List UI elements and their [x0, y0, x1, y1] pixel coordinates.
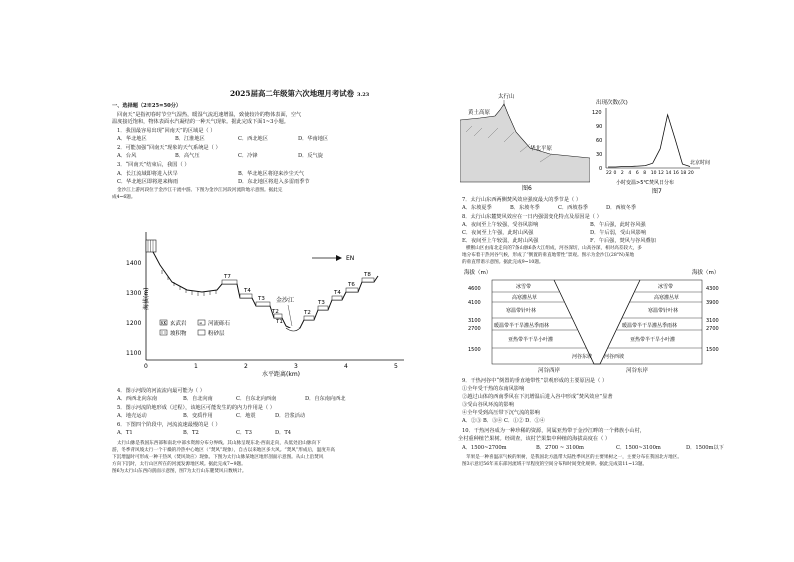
fig7-x-tick: 8 — [643, 171, 647, 176]
colluvium-marks — [162, 270, 216, 296]
x-tick: 4 — [344, 363, 348, 370]
fig7-caption: 图7 — [652, 188, 662, 194]
x-tick: 3 — [294, 363, 298, 370]
passage2-line-1: 金沙江上游河段位于金沙江干流中游。下图为金沙江河段河流阶地示意图。据此完 — [117, 188, 283, 193]
svg-text:高寒灌丛草: 高寒灌丛草 — [512, 295, 538, 301]
y-tick: 1100 — [126, 350, 142, 357]
q8-opt-a[interactable]: A．夜间至上午较强，受谷风影响 — [462, 222, 539, 228]
x-axis-label: 水平距离(km) — [262, 371, 301, 378]
passage3-note: 图6为太行山东西向剖面示意图，图7为太行山东麓焚风日数统计。 — [112, 469, 247, 474]
svg-text:60: 60 — [596, 138, 603, 144]
fig7-x-ticks — [606, 170, 694, 176]
q8-opt-d[interactable]: D．午后弱，受山风影响 — [590, 230, 647, 236]
svg-text:0: 0 — [599, 166, 603, 172]
q4-opt-d[interactable]: D．自东南向西北 — [305, 396, 346, 402]
section-heading: 一、选择题（2※25=50分） — [112, 103, 182, 109]
legend — [160, 319, 231, 337]
y-tick: 1200 — [126, 320, 142, 327]
exam-title: 2025届高二年级第六次地理月考试卷 3.23 — [230, 89, 370, 98]
svg-text:∞: ∞ — [199, 320, 203, 326]
fig7-x-tick: 22 — [606, 171, 612, 176]
x-tick: 1 — [194, 363, 198, 370]
q6-stem: 6．下图四个阶段中，河流流速最慢的是（ ） — [117, 422, 221, 428]
q9-choices[interactable]: A．②③ B．③④ C．①② D．①④ — [462, 418, 545, 424]
fig6-cross-section — [460, 92, 590, 192]
fig6-plain-label: 华北平原 — [530, 146, 553, 152]
vegetation-belt-figure — [462, 268, 732, 376]
fig7-x-tick: 18 — [680, 171, 687, 176]
x-tick: 2 — [244, 363, 248, 370]
passage3-line-2: 游，冬季背风坡太行一个干燥的冷热中心地区（“焚风”现象），自古以来地区多大风。“焚风”形成后，温度升高 — [112, 448, 336, 453]
svg-text:T2: T2 — [272, 309, 279, 315]
svg-text:河谷东坡: 河谷东坡 — [572, 354, 593, 360]
direction-label: EN — [346, 255, 355, 262]
passage4-line-2: 地分布着干热河谷气候，形成了“倒置的垂直地带性”景观。图示为金沙江(28°N)某地 — [462, 253, 635, 258]
veg-right-ticks — [706, 286, 719, 353]
q1-opt-a[interactable]: A．华北地区 — [117, 136, 147, 142]
q1-stem: 1．我国最容易出现“回南天”的区域是（ ） — [117, 128, 216, 134]
q5-opt-b[interactable]: B．变质作用 — [183, 413, 213, 419]
q1-opt-b[interactable]: B．江淮地区 — [175, 136, 205, 142]
veg-right-axis: 海拔（m） — [692, 270, 720, 276]
q10-stem-2: 全村重种植芒果树。经调查，该村芒果集中种植的海拔高度在（ ） — [458, 436, 611, 442]
veg-right-bottom: 河谷东岸 — [626, 368, 649, 374]
q10-stem: 10．干热河谷成为一种珍稀的资源，同属亚热带于金沙江畔的一个彝族小山村， — [462, 428, 645, 434]
basalt-cap — [146, 240, 156, 252]
x-ticks — [144, 363, 398, 370]
q5-opt-c[interactable]: C．地震 — [236, 413, 256, 419]
passage5-line-2: 图3示意近56年来东部河流域干旱程度的空间分布和时间变化规律。据此完成第11~13题。 — [462, 462, 648, 467]
svg-text:120: 120 — [592, 110, 602, 116]
fig7-x-tick: 16 — [673, 171, 679, 176]
svg-text:T6: T6 — [348, 282, 355, 288]
svg-text:4100: 4100 — [468, 300, 481, 306]
q3-opt-c[interactable]: C．华北地区即将迎来梅雨 — [117, 179, 179, 185]
q10-opt-b[interactable]: B．2700 ~ 3100m — [536, 445, 584, 451]
terrace-profile-figure — [112, 210, 412, 388]
svg-text:T4: T4 — [334, 290, 341, 296]
q4-stem: 4．图示河段的河流流向最可能为（ ） — [117, 388, 205, 394]
q3-opt-d[interactable]: D．东北地区将进入多雷雨季节 — [238, 179, 310, 185]
veg-left-ticks — [468, 286, 481, 353]
x-tick: 0 — [144, 363, 148, 370]
fig6-plateau-label: 黄土高原 — [468, 110, 491, 116]
terrain-profile-line — [146, 246, 378, 330]
y-ticks — [126, 260, 141, 357]
fig7-x-tick: 6 — [635, 171, 639, 176]
q6-opt-c[interactable]: C．T3 — [236, 430, 252, 436]
q2-opt-a[interactable]: A．台风 — [117, 153, 137, 159]
fig7-title: 出现次数(次) — [596, 100, 628, 106]
passage3-line-4: 方向下沉时，太行山区所在的河流发源地区域。据此完成7~9题。 — [112, 462, 246, 467]
q7-opt-c[interactable]: C．西坡春季 — [558, 205, 588, 211]
svg-text:暖温带半干旱灌丛季雨林: 暖温带半干旱灌丛季雨林 — [622, 323, 678, 329]
right-belt-labels — [604, 283, 679, 360]
q9-opt-2: ②越过山体的西南季风在下沉增温后进入谷中形成“焚风效应”显著 — [462, 394, 613, 400]
q8-opt-b[interactable]: B．午后强，此时谷风强 — [590, 222, 646, 228]
fig7-x-tick: 14 — [665, 171, 672, 176]
q5-opt-d[interactable]: D．岩浆活动 — [275, 413, 306, 419]
svg-text:3900: 3900 — [706, 300, 719, 306]
svg-text:冰雪带: 冰雪带 — [516, 284, 532, 290]
legend-silt: 粉砂层 — [208, 331, 225, 337]
svg-text:4600: 4600 — [468, 286, 481, 292]
svg-text:寒温带针叶林: 寒温带针叶林 — [648, 308, 679, 314]
q4-opt-a[interactable]: A．西西北向东南 — [117, 396, 158, 402]
q6-opt-b[interactable]: B．T2 — [183, 430, 199, 436]
q5-stem: 5．图示河流阶地形成（过程），该地区可能发生的的内力作用是（ ） — [117, 405, 275, 411]
svg-text:T3: T3 — [318, 300, 325, 306]
q8-opt-e[interactable]: E．夜间至上午较弱，此时山风强 — [462, 238, 539, 244]
fig7-subtitle: 小时变温>5℃焚风日分布 — [616, 180, 674, 186]
y-tick: 1300 — [126, 290, 142, 297]
svg-text:T1: T1 — [276, 319, 283, 325]
legend-basalt: 玄武岩 — [170, 321, 187, 327]
fig7-x-tick: 10 — [650, 171, 657, 176]
q7-opt-a[interactable]: A．东坡夏季 — [462, 205, 492, 211]
svg-text:3100: 3100 — [468, 318, 481, 324]
river-label: 金沙江 — [276, 297, 295, 304]
passage4-line-3: 的垂直带谱示意图。据此完成9~10题。 — [462, 260, 544, 265]
q8-stem: 8．太行山东麓焚风效应在一日内强弱变化特点及原因是（ ） — [462, 214, 602, 220]
svg-text:2700: 2700 — [706, 326, 719, 332]
svg-text:1500: 1500 — [468, 347, 481, 353]
q1-opt-c[interactable]: C．西北地区 — [238, 136, 268, 142]
q2-opt-c[interactable]: C．冷锋 — [238, 153, 258, 159]
svg-text:3100: 3100 — [706, 318, 719, 324]
svg-text:T2: T2 — [304, 310, 311, 316]
fig7-series-line — [608, 115, 690, 167]
fig6-mountain-label: 太行山 — [498, 94, 515, 100]
q7-opt-b[interactable]: B．东坡冬季 — [510, 205, 540, 211]
q4-opt-b[interactable]: B．自北向南 — [183, 396, 213, 402]
q6-opt-d[interactable]: D．T4 — [275, 430, 292, 436]
svg-text:亚热带半干旱小叶灌: 亚热带半干旱小叶灌 — [508, 337, 554, 343]
q2-opt-b[interactable]: B．高气压 — [175, 153, 200, 159]
q2-opt-d[interactable]: D．反气旋 — [298, 153, 323, 159]
intro-line-1: 回南天”是指初春时节空气湿热，暖湿气流迅速增温，致使较冷的物体表面，空气 — [117, 112, 302, 118]
legend-gravel: 河流砾石 — [208, 321, 231, 327]
q3-opt-a[interactable]: A．长江流域即将进入伏旱 — [117, 171, 178, 177]
svg-text:河谷西坡: 河谷西坡 — [604, 354, 625, 360]
veg-left-axis: 海拔（m） — [464, 270, 492, 276]
q9-stem: 9．干热河谷中“倒置的垂直地带性”景观形成的主要原因是（ ） — [462, 378, 608, 384]
svg-text:暖温带半干旱灌丛季雨林: 暖温带半干旱灌丛季雨林 — [494, 323, 550, 329]
left-belt-labels — [494, 283, 592, 360]
y-tick: 1400 — [126, 260, 142, 267]
fig7-x-tick: 12 — [658, 171, 664, 176]
veg-left-bottom: 河谷西岸 — [538, 368, 561, 374]
fig7-x-tick: 20 — [688, 171, 694, 176]
svg-text:寒温带针叶林: 寒温带针叶林 — [506, 308, 537, 314]
svg-text:4300: 4300 — [706, 286, 719, 292]
fig7-x-tick: 2 — [620, 171, 624, 176]
q10-opt-d[interactable]: D．1500m以下 — [686, 445, 724, 451]
river-channel — [286, 328, 300, 331]
q3-stem: 3．“回南天”结束后，我国（ ） — [117, 162, 190, 168]
q10-opt-a[interactable]: A．1500~2700m — [462, 445, 507, 451]
svg-text:T4: T4 — [244, 288, 251, 294]
q2-stem: 2．可能加强“回南天”现象的天气系统是（ ） — [117, 145, 221, 151]
q3-opt-b[interactable]: B．华北地区将迎来沙尘天气 — [238, 171, 305, 177]
fig7-y-ticks — [592, 110, 602, 172]
intro-line-2: 温度接近饱和，物体表面水汽凝结的一种天气现象。据此完成下面1~3小题。 — [112, 119, 289, 125]
fig7-x-tick: 0 — [613, 171, 617, 176]
q7-stem: 7．太行山东西两侧焚风效应强度最大的季节是（ ） — [462, 197, 582, 203]
q9-opt-4: ④全年受到高压带下沉气流的影响 — [462, 410, 540, 416]
svg-text:亚热带半干旱小叶灌: 亚热带半干旱小叶灌 — [630, 337, 676, 343]
q10-opt-c[interactable]: C．1500~3100m — [616, 445, 661, 451]
passage4-line-1: 横断山区由南北走向的7条山脉6条大江组成，河谷深切，山高谷深，相对高差较大，多 — [466, 246, 642, 251]
q9-opt-1: ①全年受干热的东南风影响 — [462, 386, 525, 392]
svg-text:1500: 1500 — [706, 347, 719, 353]
valley-outline — [554, 280, 640, 364]
svg-text:冰雪带: 冰雪带 — [658, 284, 674, 290]
fig6-caption: 图6 — [522, 185, 532, 192]
svg-text:2700: 2700 — [468, 326, 481, 332]
q8-opt-c[interactable]: C．夜间至上午强，此时山风强 — [462, 230, 534, 236]
svg-text:30: 30 — [596, 152, 603, 158]
svg-text:KK: KK — [161, 320, 167, 326]
x-tick: 5 — [394, 363, 398, 370]
q1-opt-d[interactable]: D．华南地区 — [298, 136, 329, 142]
svg-text:T7: T7 — [224, 274, 231, 280]
svg-text:T8: T8 — [364, 272, 371, 278]
svg-text:高寒灌丛草: 高寒灌丛草 — [654, 295, 680, 301]
q6-opt-a[interactable]: A．T1 — [117, 430, 133, 436]
q4-opt-c[interactable]: C．自东北向西南 — [236, 396, 277, 402]
q5-opt-a[interactable]: A．地壳运动 — [117, 413, 147, 419]
passage2-line-2: 成4~6题。 — [112, 195, 136, 200]
q8-opt-f[interactable]: F．午后强，焚风与谷风叠加 — [590, 238, 656, 244]
fig7-chart — [590, 98, 720, 194]
q7-opt-d[interactable]: D．西坡冬季 — [606, 205, 637, 211]
fig7-x-label: 北京时间 — [690, 160, 711, 166]
passage3-line-1: 太行山脉是我国东西部和南北中部水资源分布分界线。其山脉呈现东北-西南走向，从低处沿山脉向下 — [117, 441, 321, 446]
passage3-line-3: 下沉增温时可形成一种干热风（焚风效应）现象。下图为太行山脉某地区地形剖面示意图。从山上沿焚风 — [112, 455, 324, 460]
y-axis-label: 海拔(m) — [143, 287, 150, 310]
legend-colluvium: 坡积物 — [170, 331, 187, 337]
passage5-line-1: 苹果是一种喜温凉气候的果树，是我国北方温带大陆性季风区的主要果树之一，主要分布在我国北方地区。 — [466, 455, 682, 460]
fig7-x-tick: 4 — [628, 171, 632, 176]
q9-opt-3: ③受山谷风环流的影响 — [462, 402, 514, 408]
svg-text:90: 90 — [596, 124, 603, 130]
arrow-head — [336, 255, 342, 261]
svg-text:T3: T3 — [258, 296, 265, 302]
